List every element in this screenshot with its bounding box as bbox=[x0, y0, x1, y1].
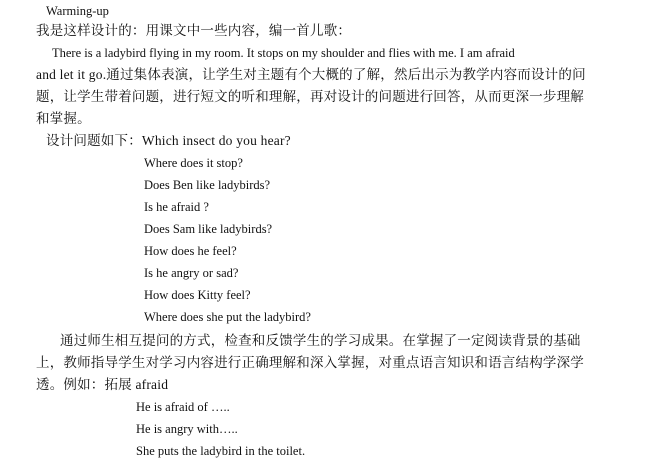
question-item: Where does it stop? bbox=[144, 156, 243, 170]
paragraph-2-line-1: 通过师生相互提问的方式，检查和反馈学生的学习成果。在掌握了一定阅读背景的基础 bbox=[60, 333, 581, 348]
paragraph-1-line-1: There is a ladybird flying in my room. It stops on my shoulder and flies with me. I am afraid bbox=[52, 46, 515, 60]
example-sentence: She puts the ladybird in the toilet. bbox=[136, 444, 306, 458]
question-item: Does Ben like ladybirds? bbox=[144, 178, 271, 192]
paragraph-2-line-3: 透。例如：拓展 afraid bbox=[36, 377, 169, 392]
questions-intro: 设计问题如下：Which insect do you hear? bbox=[46, 133, 291, 148]
section-title: Warming-up bbox=[46, 4, 109, 18]
question-item: Does Sam like ladybirds? bbox=[144, 222, 273, 236]
paragraph-1-line-2: and let it go.通过集体表演，让学生对主题有个大概的了解，然后出示为教学内容而设计的问 bbox=[36, 67, 586, 82]
question-item: Where does she put the ladybird? bbox=[144, 310, 311, 324]
question-item: Is he angry or sad? bbox=[144, 266, 239, 280]
question-item: Is he afraid ? bbox=[144, 200, 209, 214]
example-sentence: He is afraid of ….. bbox=[136, 400, 230, 414]
paragraph-1-line-4: 和掌握。 bbox=[36, 111, 91, 126]
question-item: How does Kitty feel? bbox=[144, 288, 251, 302]
example-sentence: He is angry with….. bbox=[136, 422, 238, 436]
paragraph-1-line-3: 题，让学生带着问题，进行短文的听和理解，再对设计的问题进行回答，从而更深一步理解 bbox=[36, 89, 584, 104]
question-item: How does he feel? bbox=[144, 244, 237, 258]
paragraph-2-line-2: 上，教师指导学生对学习内容进行正确理解和深入掌握，对重点语言知识和语言结构学深学 bbox=[36, 355, 584, 370]
intro-line: 我是这样设计的：用课文中一些内容，编一首儿歌： bbox=[36, 23, 352, 38]
